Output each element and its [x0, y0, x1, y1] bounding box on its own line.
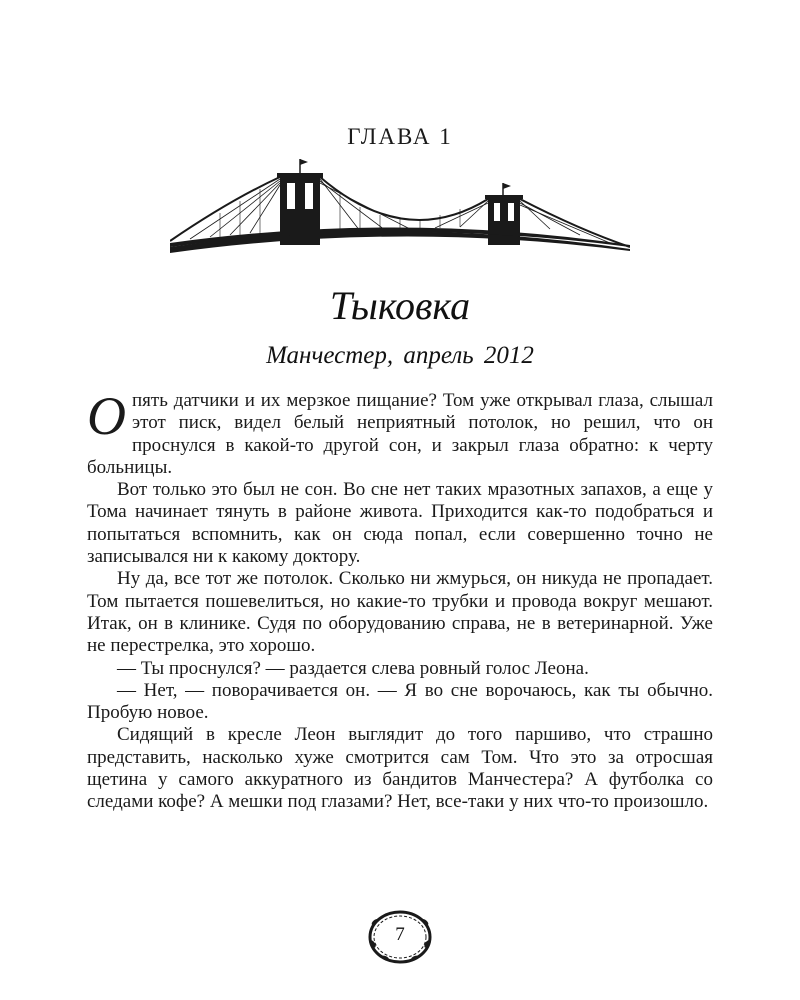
body-text	[87, 386, 713, 814]
chapter-label: ГЛАВА 1	[347, 124, 453, 149]
page-number-ornament	[365, 908, 435, 966]
drop-cap: О	[87, 386, 126, 446]
chapter-subtitle: Манчестер, апрель 2012	[266, 342, 534, 369]
bridge-illustration	[170, 155, 630, 255]
chapter-title: Тыковка	[329, 283, 471, 328]
page-number: 7	[395, 924, 405, 945]
paragraph: Вот только это был не сон. Во сне нет таких мразотных запахов, а еще у Тома начинает тянуть в районе живота. Приходится как-то подобраться и попытаться вспомнить, как он сюда попал, если совершенно точно не записывался ни к какому доктору.	[87, 479, 713, 568]
paragraph: — Нет, — поворачивается он. — Я во сне ворочаюсь, как ты обычно. Пробую новое.	[87, 679, 713, 724]
paragraph: Сидящий в кресле Леон выглядит до того паршиво, что страшно представить, насколько хуже смотрится сам Том. Что это за отросшая щетина у самого аккуратного из бандитов Манчестера? А футболка со следами кофе? А мешки под глазами? Нет, все-таки у них что-то произошло.	[87, 724, 713, 813]
paragraph: Опять датчики и их мерзкое пищание? Том уже открывал глаза, слышал этот писк, видел белый неприятный потолок, но решил, что он проснулся в какой-то другой сон, и закрыл глаза обратно: к черту больницы.	[87, 386, 713, 478]
paragraph: Ну да, все тот же потолок. Сколько ни жмурься, он никуда не пропадает. Том пытается пошевелиться, но какие-то трубки и провода вокруг мешают. Итак, он в клинике. Судя по оборудованию справа, не в ветеринарной. Уже не перестрелка, это хорошо.	[87, 568, 713, 657]
paragraph: — Ты проснулся? — раздается слева ровный голос Леона.	[117, 657, 589, 679]
